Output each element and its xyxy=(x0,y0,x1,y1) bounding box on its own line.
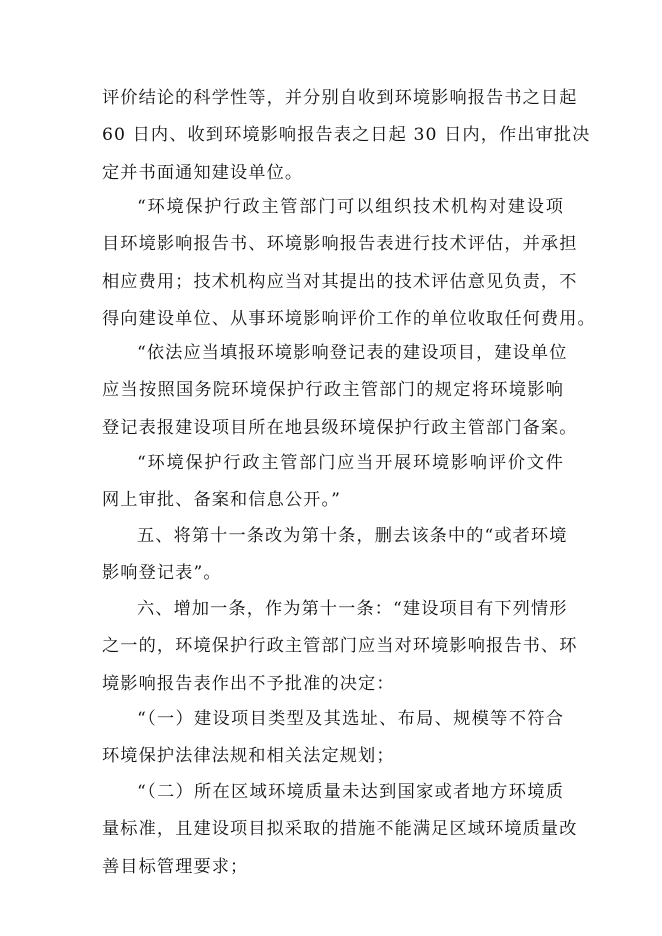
text-line: 得向建设单位、从事环境影响评价工作的单位收取任何费用。 xyxy=(102,308,596,329)
paragraph-technical-evaluation xyxy=(102,189,596,338)
text-line: 相应费用；技术机构应当对其提出的技术评估意见负责，不 xyxy=(102,271,578,292)
text-line: “（一）建设项目类型及其选址、布局、规模等不符合 xyxy=(137,709,564,729)
paragraph-registration-form xyxy=(102,335,578,447)
text-line: 60 日内、收到环境影响报告表之日起 30 日内，作出审批决 xyxy=(102,125,591,146)
paragraph-item-six xyxy=(102,591,578,703)
paragraph-clause-two xyxy=(102,774,578,886)
text-line: “依法应当填报环境影响登记表的建设项目，建设单位 xyxy=(137,343,568,363)
text-line: “环境保护行政主管部门可以组织技术机构对建设项 xyxy=(137,197,564,217)
text-line: 应当按照国务院环境保护行政主管部门的规定将环境影响 xyxy=(102,380,564,401)
text-line: 量标准，且建设项目拟采取的措施不能满足区域环境质量改 xyxy=(102,819,578,840)
paragraph-online-approval xyxy=(102,445,564,520)
text-line: 定并书面通知建设单位。 xyxy=(102,162,304,183)
text-line: 评价结论的科学性等，并分别自收到环境影响报告书之日起 xyxy=(102,88,578,108)
text-line: 六、增加一条，作为第十一条：“建设项目有下列情形 xyxy=(137,599,568,619)
paragraph-continuation xyxy=(102,80,591,192)
text-line: 环境保护法律法规和相关法定规划； xyxy=(102,746,395,767)
text-line: 登记表报建设项目所在地县级环境保护行政主管部门备案。 xyxy=(102,417,578,438)
text-line: 影响登记表”。 xyxy=(102,563,222,584)
text-line: 五、将第十一条改为第十条，删去该条中的“或者环境 xyxy=(137,526,568,546)
text-line: “（二）所在区域环境质量未达到国家或者地方环境质 xyxy=(137,782,564,802)
text-line: 境影响报告表作出不予批准的决定： xyxy=(102,673,395,694)
paragraph-item-five xyxy=(102,518,568,593)
text-line: 网上审批、备案和信息公开。” xyxy=(102,490,342,511)
text-line: 目环境影响报告书、环境影响报告表进行技术评估，并承担 xyxy=(102,234,578,255)
text-line: 之一的，环境保护行政主管部门应当对环境影响报告书、环 xyxy=(102,636,578,657)
text-line: “环境保护行政主管部门应当开展环境影响评价文件 xyxy=(137,453,564,473)
text-line: 善目标管理要求； xyxy=(102,856,249,877)
paragraph-clause-one xyxy=(102,701,564,776)
